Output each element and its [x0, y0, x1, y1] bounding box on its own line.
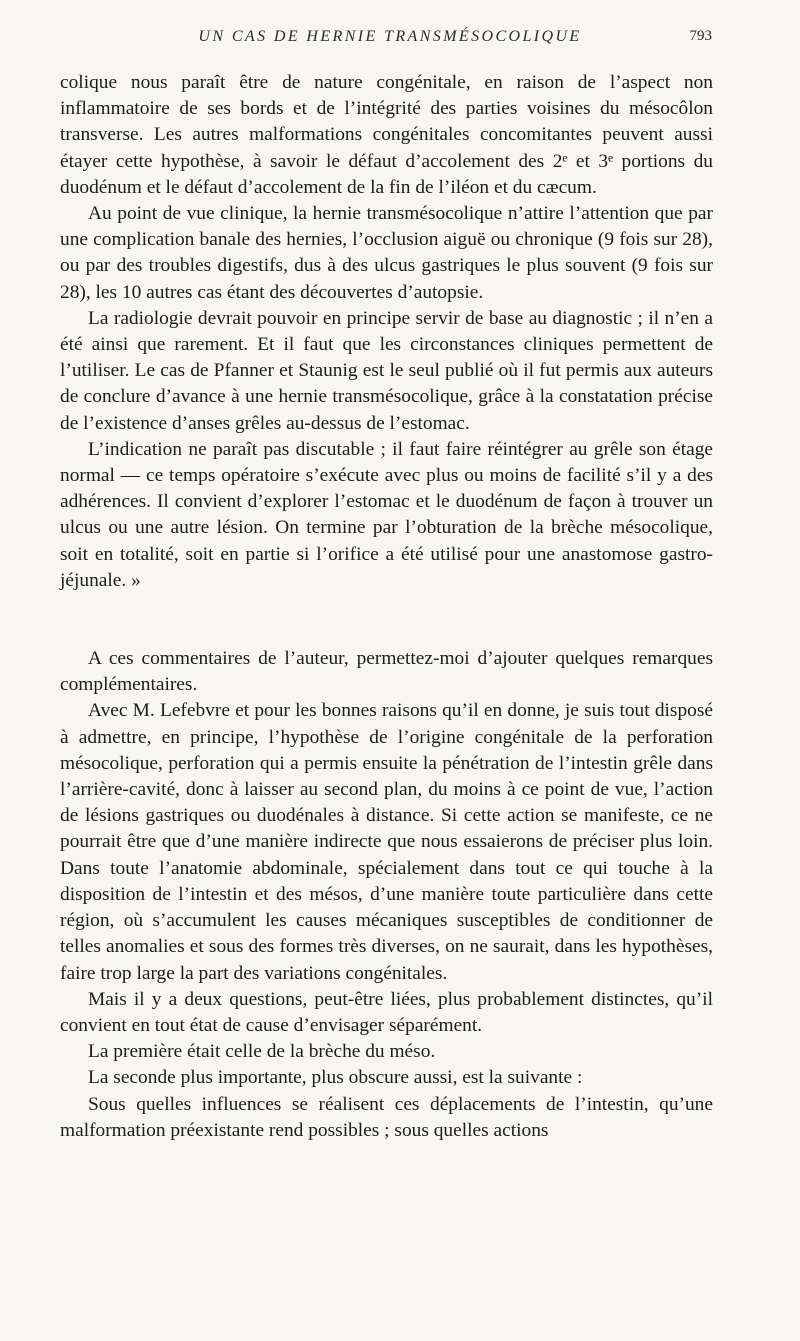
section-gap: [60, 594, 713, 646]
running-header: [60, 28, 720, 50]
page-number: 793: [689, 28, 712, 44]
body-text: [60, 70, 713, 1144]
paragraph-influences: Sous quelles influences se réalisent ces déplacements de l’intestin, qu’une malformation préexistante rend possibles ; sous quelles actions: [60, 1093, 713, 1141]
paragraph-lefebvre: Avec M. Lefebvre et pour les bonnes raisons qu’il en donne, je suis tout disposé à admettre, en principe, l’hypothèse de l’origine congénitale de la perforation mésocolique, perforation qui a permis ensuite la pénétration de l’intestin grêle dans l’arrière-cavité, donc à laisser au second plan, du moins à ce point de vue, l’action de lésions gastriques ou duodénales à distance. Si cette action se manifeste, ce ne pourrait être que d’une manière indirecte que nous essaierons de préciser plus loin. Dans toute l’anatomie abdominale, spécialement dans tout ce qui touche à la disposition de l’intestin et des mésos, d’une manière toute particulière dans cette région, où s’accumulent les causes mécaniques susceptibles de conditionner de telles anomalies et sous des formes très diverses, on ne saurait, dans les hypothèses, faire trop large la part des variations congénitales.: [60, 700, 713, 984]
running-title: UN CAS DE HERNIE TRANSMÉSOCOLIQUE: [198, 28, 582, 45]
paragraph-two-questions: Mais il y a deux questions, peut-être liées, plus probablement distinctes, qu’il convient en tout état de cause d’envisager séparément.: [60, 988, 713, 1036]
paragraph-indication: L’indication ne paraît pas discutable ; il faut faire réintégrer au grêle son étage normal — ce temps opératoire s’exécute avec plus ou moins de facilité s’il y a des adhérences. Il convient d’explorer l’estomac et le duodénum de façon à trouver un ulcus ou une autre lésion. On termine par l’obturation de la brèche mésocolique, soit en totalité, soit en partie si l’orifice a été utilisé pour une anastomose gastro-jéjunale. »: [60, 438, 713, 591]
paragraph-commentary-intro: A ces commentaires de l’auteur, permettez-moi d’ajouter quelques remarques complémentaires.: [60, 648, 713, 696]
paragraph-first-question: La première était celle de la brèche du méso.: [88, 1041, 436, 1063]
paragraph-radiology: La radiologie devrait pouvoir en principe servir de base au diagnostic ; il n’en a été ainsi que rarement. Et il faut que les circonstances cliniques permettent de l’utiliser. Le cas de Pfanner et Staunig est le seul publié où il fut permis aux auteurs de conclure d’avance à une hernie transmésocolique, grâce à la constatation précise de l’existence d’anses grêles au-dessus de l’estomac.: [60, 307, 713, 434]
paragraph-second-question: La seconde plus importante, plus obscure aussi, est la suivante :: [88, 1067, 583, 1089]
paragraph-clinical: Au point de vue clinique, la hernie transmésocolique n’attire l’attention que par une complication banale des hernies, l’occlusion aiguë ou chronique (9 fois sur 28), ou par des troubles digestifs, dus à des ulcus gastriques le plus souvent (9 fois sur 28), les 10 autres cas étant des découvertes d’autopsie.: [60, 203, 713, 303]
paragraph-continuation: colique nous paraît être de nature congénitale, en raison de l’aspect non inflammatoire de ses bords et de l’intégrité des parties voisines du mésocôlon transverse. Les autres malformations congénitales concomitantes peuvent aussi étayer cette hypothèse, à savoir le défaut d’accolement des 2ᵉ et 3ᵉ portions du duodénum et le défaut d’accolement de la fin de l’iléon et du cæcum.: [60, 72, 713, 198]
